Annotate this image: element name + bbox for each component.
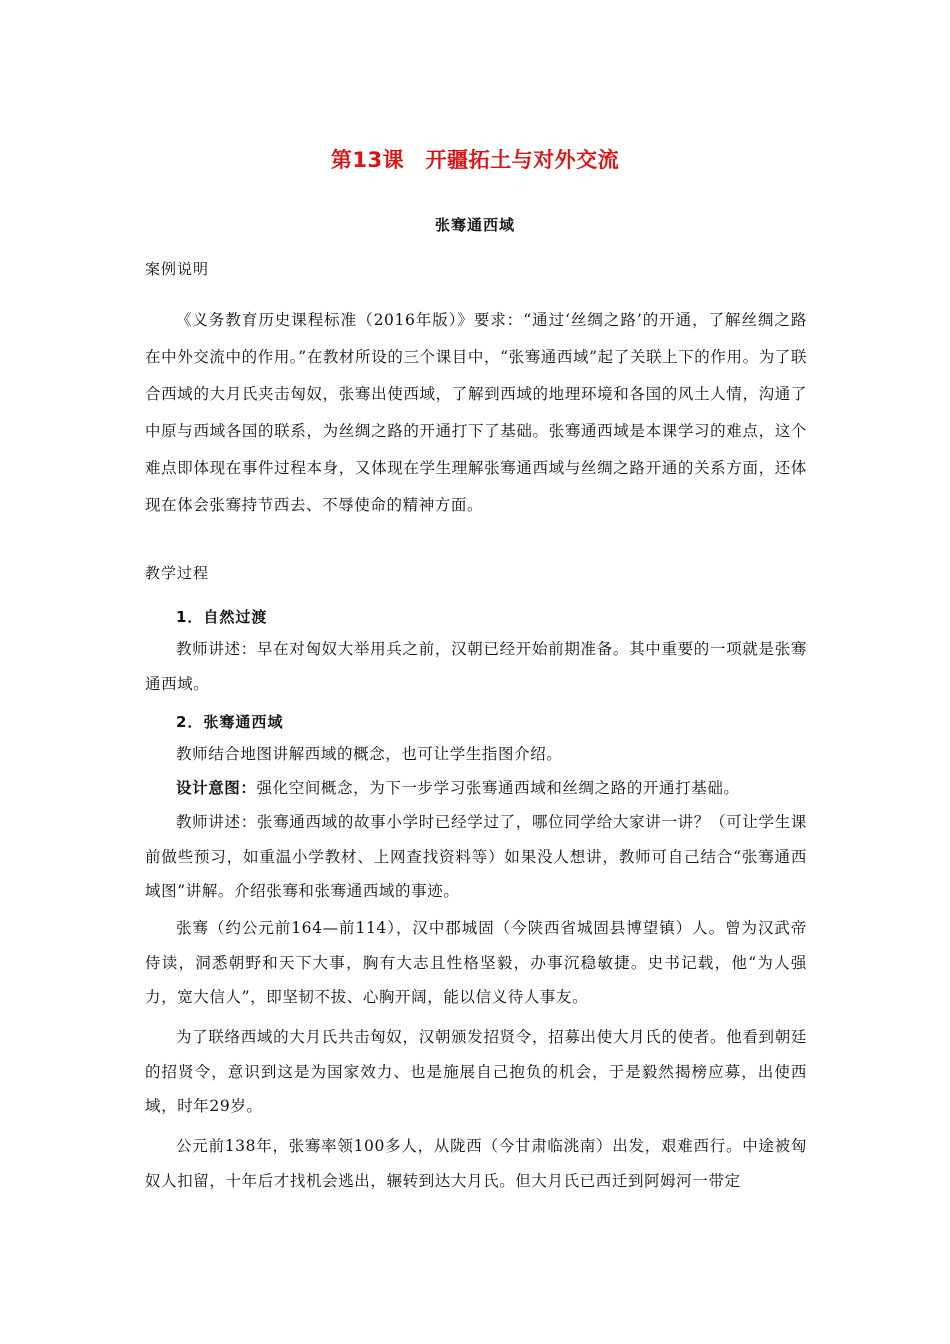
process-label: 教学过程 <box>145 564 210 582</box>
case-paragraph: 《义务教育历史课程标准（2016年版）》要求：“通过‘丝绸之路’的开通，了解丝绸之路在中外交流中的作用。”在教材所设的三个课目中，“张骞通西域”起了关联上下的作用。为了联合西域的大月氏夹击匈奴，张骞出使西域，了解到西域的地理环境和各国的风土人情，沟通了中原与西域各国的联系，为丝绸之路的开通打下了基础。张骞通西域是本课学习的难点，这个难点即体现在事件过程本身，又体现在学生理解张骞通西域与丝绸之路开通的关系方面，还体现在体会张骞持节西去、不辱使命的精神方面。 <box>145 311 807 514</box>
section2-paragraph-4: 为了联络西域的大月氏共击匈奴，汉朝颁发招贤令，招募出使大月氏的使者。他看到朝廷的招贤令，意识到这是为国家效力、也是施展自己抱负的机会，于是毅然揭榜应募，出使西域，时年29岁。 <box>145 1028 807 1115</box>
section2-paragraph-2: 教师讲述：张骞通西域的故事小学时已经学过了，哪位同学给大家讲一讲？（可让学生课前做些预习，如重温小学教材、上网查找资料等）如果没人想讲，教师可自己结合“张骞通西域图”讲解。介绍张骞和张骞通西域的事迹。 <box>145 813 807 900</box>
section2-paragraph-1: 教师结合地图讲解西域的概念，也可让学生指图介绍。 <box>176 745 563 763</box>
section2-paragraph-5: 公元前138年，张骞率领100多人，从陇西（今甘肃临洮南）出发，艰难西行。中途被匈奴人扣留，十年后才找机会逃出，辗转到达大月氏。但大月氏已西迁到阿姆河一带定 <box>145 1137 807 1190</box>
section2-paragraph-3: 张骞（约公元前164—前114），汉中郡城固（今陕西省城固县博望镇）人。曾为汉武帝侍读，洞悉朝野和天下大事，胸有大志且性格坚毅，办事沉稳敏捷。史书记载，他“为人强力，宽大信人”，即坚韧不拔、心胸开阔，能以信义待人事友。 <box>145 919 807 1006</box>
design-intent-label: 设计意图： <box>176 779 257 797</box>
page-subtitle: 张骞通西域 <box>434 216 515 234</box>
section1-heading: 1．自然过渡 <box>176 608 268 626</box>
design-intent-paragraph <box>145 771 807 806</box>
case-label: 案例说明 <box>145 260 210 278</box>
section2-heading: 2．张骞通西域 <box>176 713 284 731</box>
section1-paragraph: 教师讲述：早在对匈奴大举用兵之前，汉朝已经开始前期准备。其中重要的一项就是张骞通西域。 <box>145 640 807 693</box>
design-intent-text: 强化空间概念，为下一步学习张骞通西域和丝绸之路的开通打基础。 <box>256 779 740 797</box>
page-title: 第13课 开疆拓土与对外交流 <box>330 148 620 172</box>
